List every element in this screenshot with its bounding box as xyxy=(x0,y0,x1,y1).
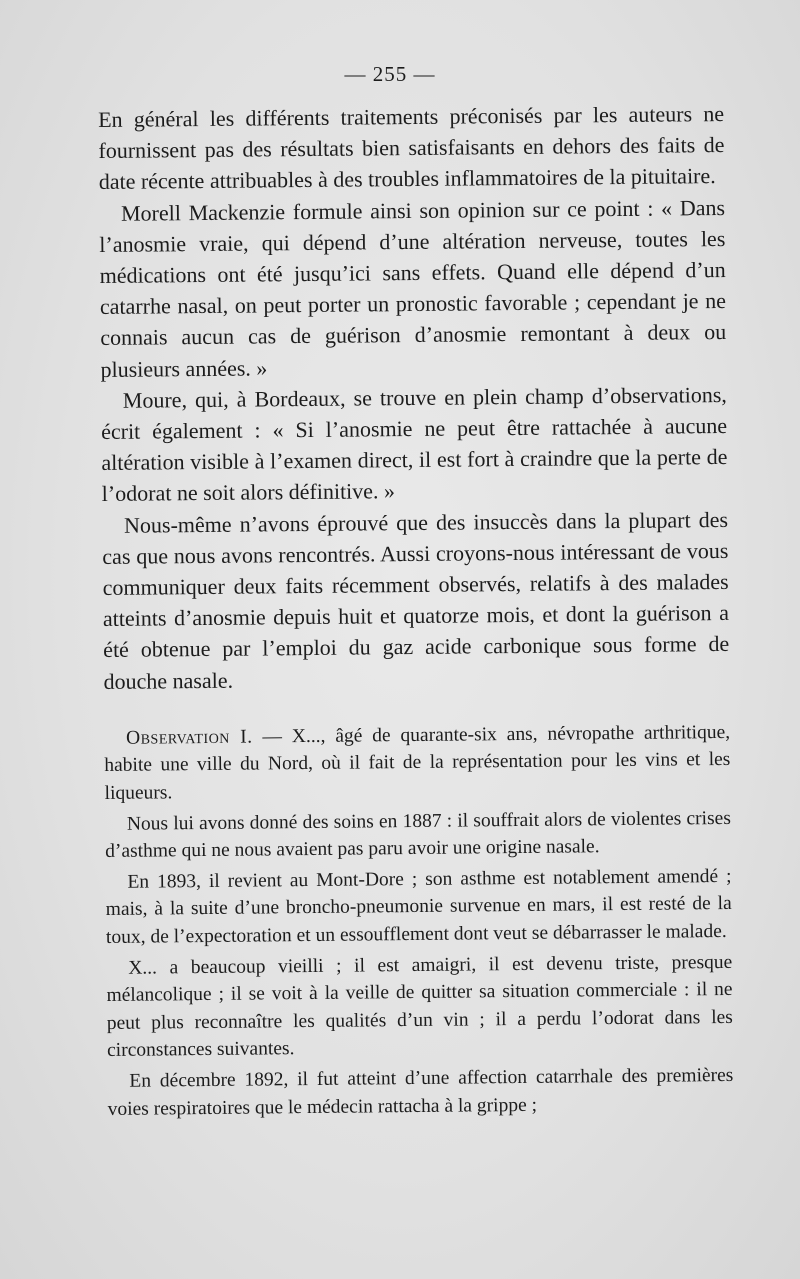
observation-paragraph: En 1893, il revient au Mont-Dore ; son asthme est notablement amendé ; mais, à la suite d’une broncho-pneumonie survenue en mars, il est resté de la toux, de l’expectoration et un essoufflement dont veut se débarrasser le malade. xyxy=(105,865,732,948)
observation-section xyxy=(104,719,734,1123)
page-number: — 255 — xyxy=(344,62,436,86)
observation-intro xyxy=(104,719,731,808)
observation-intro-text: — X..., âgé de quarante-six ans, névropathe arthritique, habite une ville du Nord, où il fait de la représentation pour les vins et les liqueurs. xyxy=(104,721,731,805)
paragraph: En général les différents traitements préconisés par les auteurs ne fournissent pas des résultats bien satisfaisants en dehors des faits de date récente attribuables à des troubles inflammatoires de la pituitaire. xyxy=(98,100,725,195)
observation-paragraph: Nous lui avons donné des soins en 1887 : il souffrait alors de violentes crises d’asthme qui ne nous avaient pas paru avoir une origine nasale. xyxy=(105,807,731,863)
observation-paragraph: X... a beaucoup vieilli ; il est amaigri, il est devenu triste, presque mélancolique ; il se voit à la veille de quitter sa situation commerciale : il ne peut plus reconnaître les qualités d’un vin ; il a perdu l’odorat dans les circonstances suivantes. xyxy=(106,951,733,1062)
main-text xyxy=(98,98,730,697)
paragraph: Moure, qui, à Bordeaux, se trouve en plein champ d’observations, écrit également : « Si l’anosmie ne peut être rattachée à aucune altération visible à l’examen direct, il est fort à craindre que la perte de l’odorat ne soit alors définitive. » xyxy=(101,381,728,507)
page-body xyxy=(98,98,734,1123)
observation-heading: Observation I. xyxy=(125,726,253,749)
paragraph: Nous-même n’avons éprouvé que des insuccès dans la plupart des cas que nous avons rencontrés. Aussi croyons-nous intéressant de vous communiquer deux faits récemment observés, relatifs à des malades atteints d’anosmie depuis huit et quatorze mois, et dont la guérison a été obtenue par l’emploi du gaz acide carbonique sous forme de douche nasale. xyxy=(102,506,730,694)
observation-paragraph: En décembre 1892, il fut atteint d’une affection catarrhale des premières voies respiratoires que le médecin rattacha à la grippe ; xyxy=(107,1064,734,1120)
paragraph: Morell Mackenzie formule ainsi son opinion sur ce point : « Dans l’anosmie vraie, qui dépend d’une altération nerveuse, toutes les médications ont été jusqu’ici sans effets. Quand elle dépend d’un catarrhe nasal, on peut porter un pronostic favorable ; cependant je ne connais aucun cas de guérison d’anosmie remontant à deux ou plusieurs années. » xyxy=(99,194,727,382)
